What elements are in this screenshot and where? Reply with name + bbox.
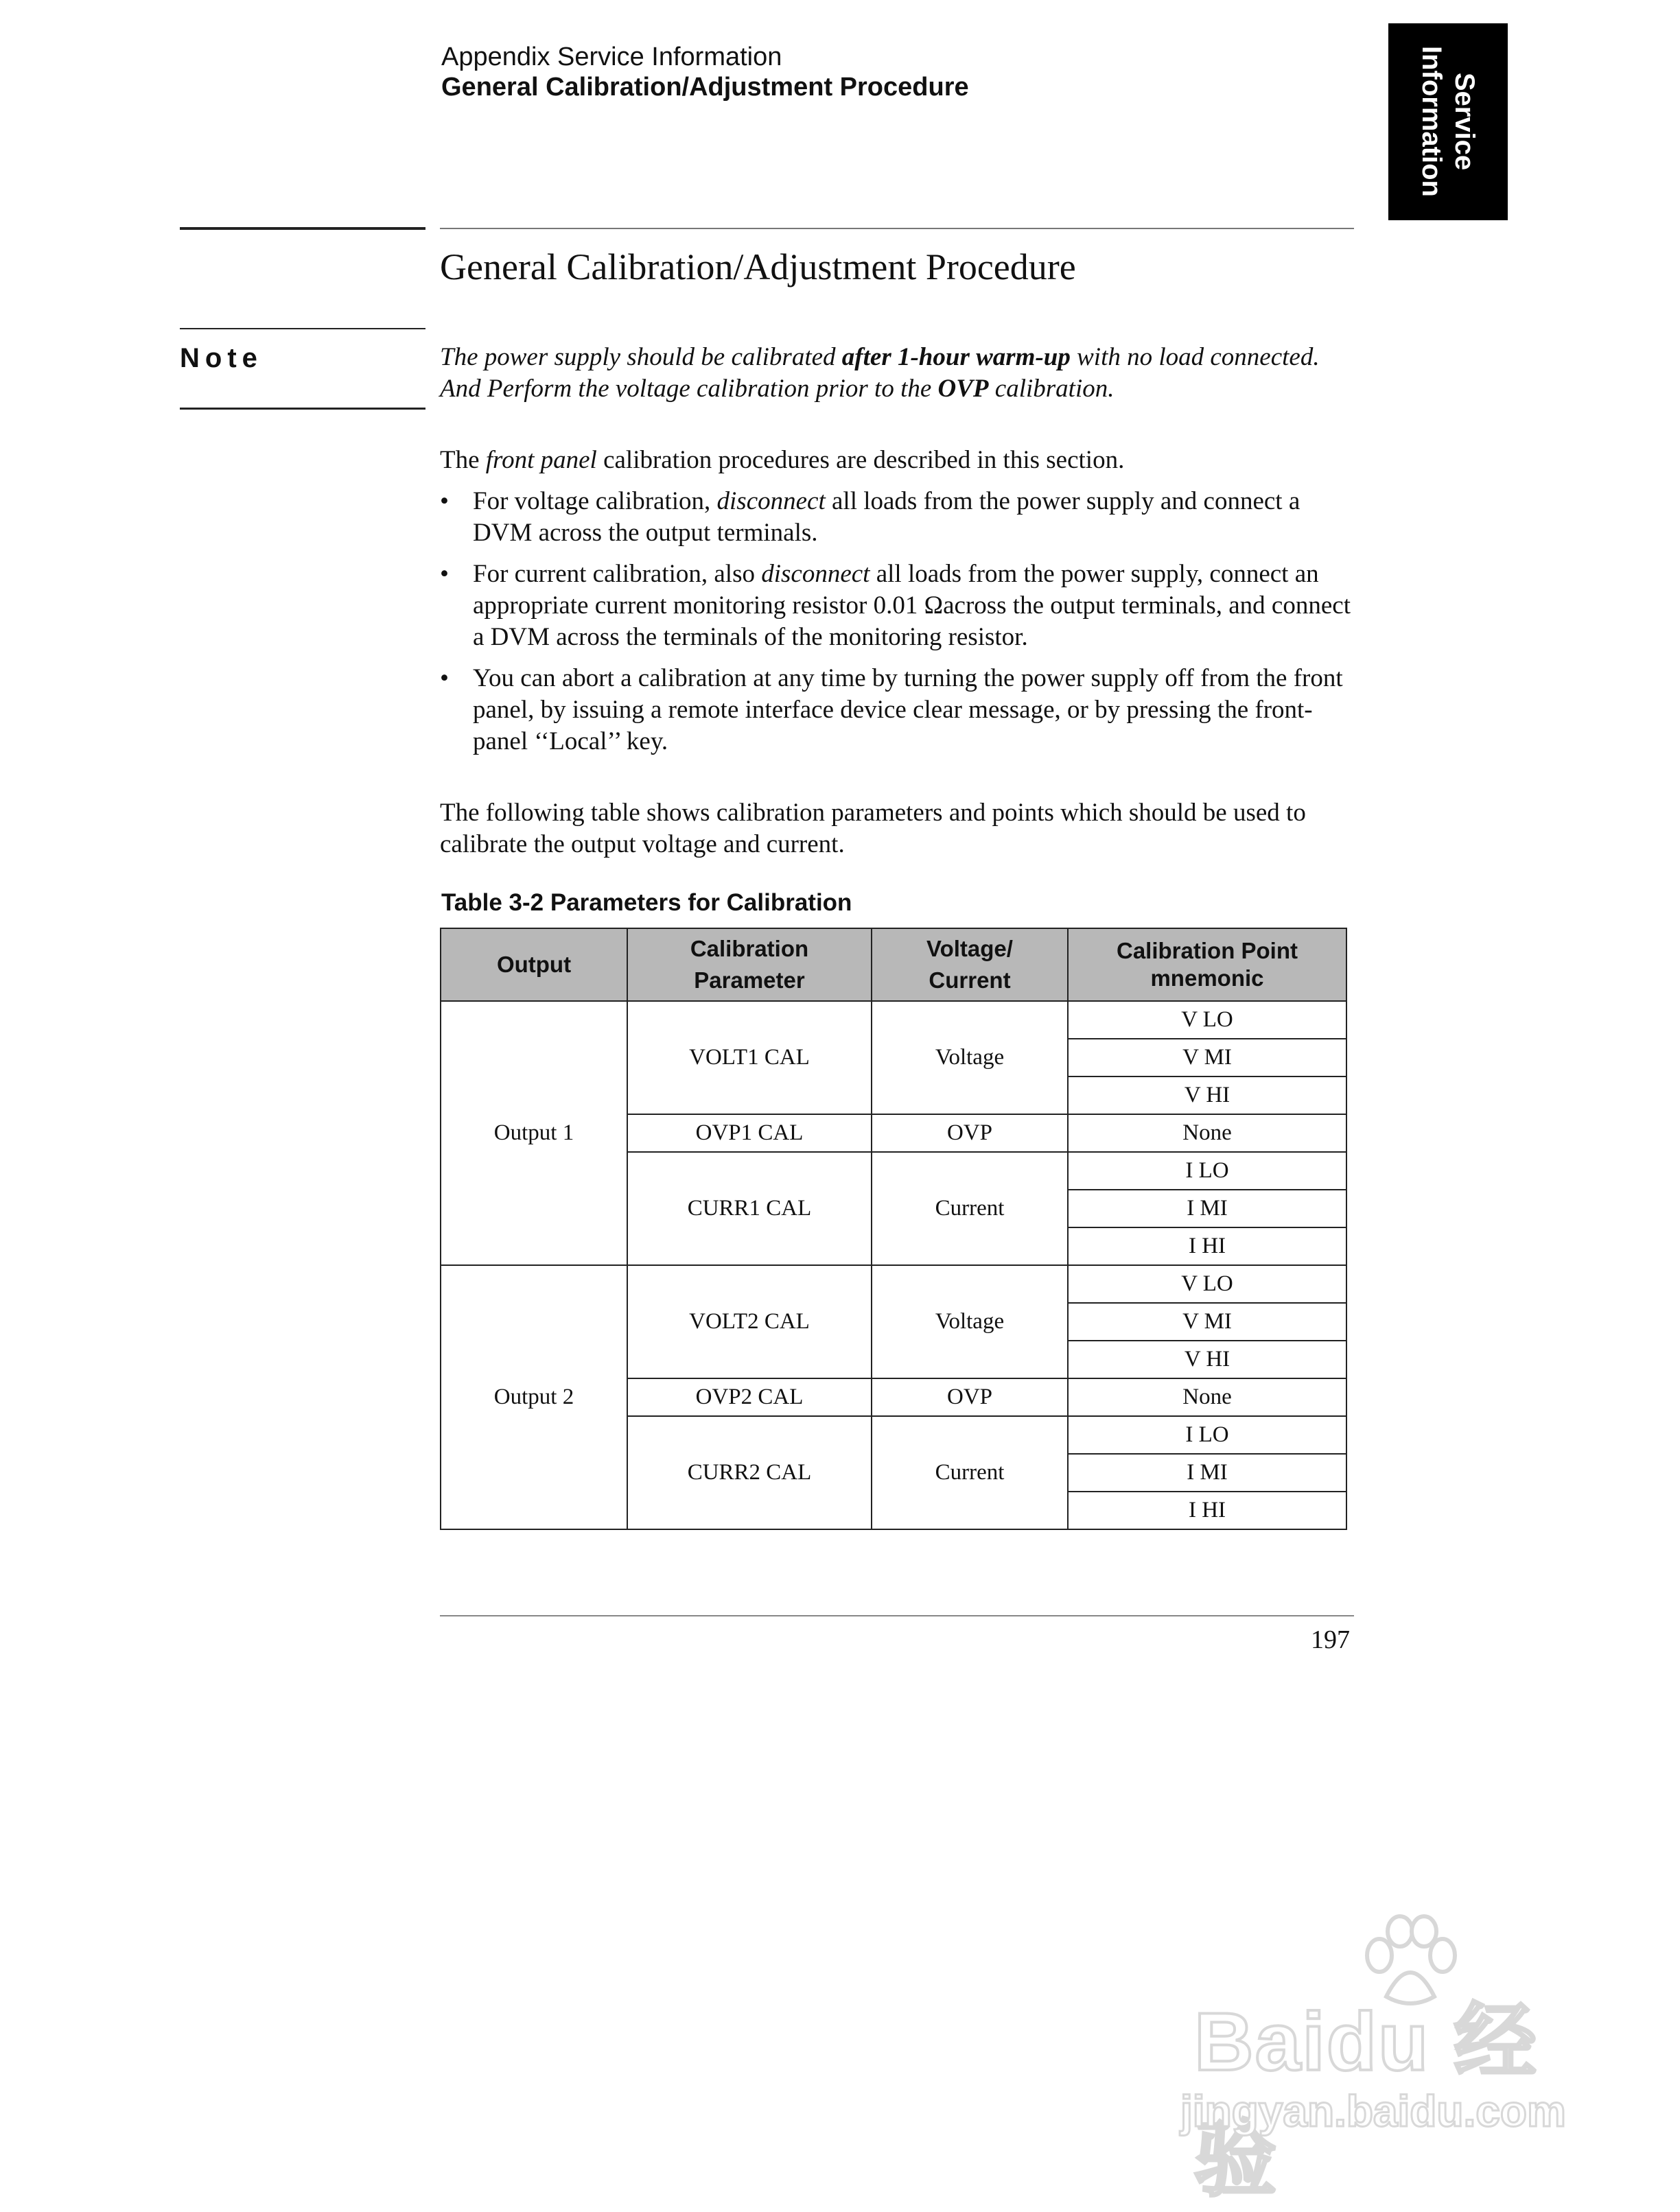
cell-param: OVP2 CAL bbox=[627, 1378, 872, 1416]
section-tab-text bbox=[1415, 46, 1481, 197]
bullet-item bbox=[440, 663, 1360, 757]
header-point-line1: Calibration Point bbox=[1117, 938, 1298, 963]
header-vc-line1: Voltage/ bbox=[926, 936, 1013, 961]
page-number: 197 bbox=[1311, 1625, 1350, 1654]
cell-param: VOLT2 CAL bbox=[627, 1265, 872, 1378]
cell-param: CURR1 CAL bbox=[627, 1152, 872, 1265]
table-row bbox=[441, 1265, 1346, 1303]
cell-point: I LO bbox=[1068, 1152, 1346, 1190]
cell-point: V MI bbox=[1068, 1303, 1346, 1341]
cell-point: None bbox=[1068, 1114, 1346, 1152]
table-intro-paragraph: The following table shows calibration parameters and points which should be used to calibrate the output voltage and current. bbox=[440, 799, 1306, 858]
section-tab bbox=[1388, 23, 1508, 220]
table-caption: Table 3-2 Parameters for Calibration bbox=[441, 889, 852, 916]
running-header-title: General Calibration/Adjustment Procedure bbox=[441, 73, 969, 102]
cell-type: OVP bbox=[872, 1378, 1068, 1416]
cell-point: I MI bbox=[1068, 1190, 1346, 1227]
bullet-dot: • bbox=[440, 487, 449, 515]
watermark bbox=[1180, 1894, 1578, 2206]
cell-point: I LO bbox=[1068, 1416, 1346, 1454]
note-text-2-end: calibration. bbox=[988, 375, 1115, 403]
bullet-text-pre: For current calibration, also bbox=[473, 560, 762, 588]
running-header-section: Appendix Service Information bbox=[441, 43, 782, 71]
cell-type: Voltage bbox=[872, 1265, 1068, 1378]
header-output: Output bbox=[441, 928, 627, 1001]
cell-point: V LO bbox=[1068, 1265, 1346, 1303]
header-point-line2: mnemonic bbox=[1150, 965, 1264, 991]
header-vc-line2: Current bbox=[929, 967, 1011, 993]
bullet-dot: • bbox=[440, 560, 449, 588]
cell-point: V HI bbox=[1068, 1076, 1346, 1114]
section-tab-line1: Service bbox=[1449, 72, 1480, 171]
header-param-line1: Calibration bbox=[690, 936, 809, 961]
note-text-1: The power supply should be calibrated bbox=[440, 343, 842, 371]
bullet-text bbox=[473, 558, 1360, 653]
note-text bbox=[440, 342, 1360, 405]
bullet-dot: • bbox=[440, 664, 449, 692]
cell-point: V HI bbox=[1068, 1341, 1346, 1378]
cell-type: Current bbox=[872, 1152, 1068, 1265]
section-tab-line2: Information bbox=[1416, 46, 1447, 197]
cell-point: I HI bbox=[1068, 1492, 1346, 1529]
note-text-2: And Perform the voltage calibration prior to the bbox=[440, 375, 938, 403]
footer-rule bbox=[440, 1615, 1354, 1616]
cell-point: V MI bbox=[1068, 1039, 1346, 1076]
heading-rule-right bbox=[440, 228, 1354, 229]
cell-point: None bbox=[1068, 1378, 1346, 1416]
calibration-table bbox=[440, 928, 1347, 1530]
note-text-1-bold: after 1-hour warm-up bbox=[841, 343, 1071, 371]
bullet-text-post: all loads from the power supply, connect an appropriate current monitoring resistor 0.01 Ωacross the output terminals, and connect a DVM across the terminals of the monitoring resistor. bbox=[473, 560, 1351, 651]
note-rule-bottom bbox=[180, 408, 425, 410]
note-rule-top bbox=[180, 328, 425, 329]
cell-type: Voltage bbox=[872, 1001, 1068, 1114]
header-calibration-parameter bbox=[627, 928, 872, 1001]
bullet-text-em: disconnect bbox=[761, 560, 870, 588]
cell-output: Output 1 bbox=[441, 1001, 627, 1265]
intro-em: front panel bbox=[485, 446, 597, 474]
cell-param: OVP1 CAL bbox=[627, 1114, 872, 1152]
bullet-text: You can abort a calibration at any time by turning the power supply off from the front panel, by issuing a remote interface device clear message, or by pressing the front-panel ‘‘Local’’ key. bbox=[473, 664, 1343, 755]
bullet-item bbox=[440, 486, 1360, 549]
bullet-item bbox=[440, 558, 1360, 653]
cell-param: VOLT1 CAL bbox=[627, 1001, 872, 1114]
bullet-text-pre: For voltage calibration, bbox=[473, 487, 717, 515]
cell-type: Current bbox=[872, 1416, 1068, 1529]
cell-output: Output 2 bbox=[441, 1265, 627, 1529]
intro-pre: The bbox=[440, 446, 486, 474]
watermark-url: jingyan.baidu.com bbox=[1180, 2086, 1566, 2136]
note-text-2-bold: OVP bbox=[937, 375, 989, 403]
cell-type: OVP bbox=[872, 1114, 1068, 1152]
section-heading: General Calibration/Adjustment Procedure bbox=[440, 246, 1076, 287]
table-row bbox=[441, 1001, 1346, 1039]
cell-point: V LO bbox=[1068, 1001, 1346, 1039]
cell-param: CURR2 CAL bbox=[627, 1416, 872, 1529]
header-voltage-current bbox=[872, 928, 1068, 1001]
intro-paragraph bbox=[440, 445, 1360, 476]
header-param-line2: Parameter bbox=[694, 967, 805, 993]
heading-rule-left bbox=[180, 227, 425, 230]
table-header-row bbox=[441, 928, 1346, 1001]
bullet-text-em: disconnect bbox=[716, 487, 826, 515]
note-text-1-end: with no load connected. bbox=[1070, 343, 1320, 371]
header-calibration-point bbox=[1068, 928, 1346, 1001]
cell-point: I MI bbox=[1068, 1454, 1346, 1492]
watermark-brand: Baidu 经验 bbox=[1194, 1996, 1538, 2206]
bullet-text-post: all loads from the power supply and connect a DVM across the output terminals. bbox=[473, 487, 1300, 547]
bullet-text bbox=[473, 486, 1360, 549]
intro-post: calibration procedures are described in this section. bbox=[596, 446, 1125, 474]
note-label: Note bbox=[180, 343, 263, 373]
cell-point: I HI bbox=[1068, 1227, 1346, 1265]
